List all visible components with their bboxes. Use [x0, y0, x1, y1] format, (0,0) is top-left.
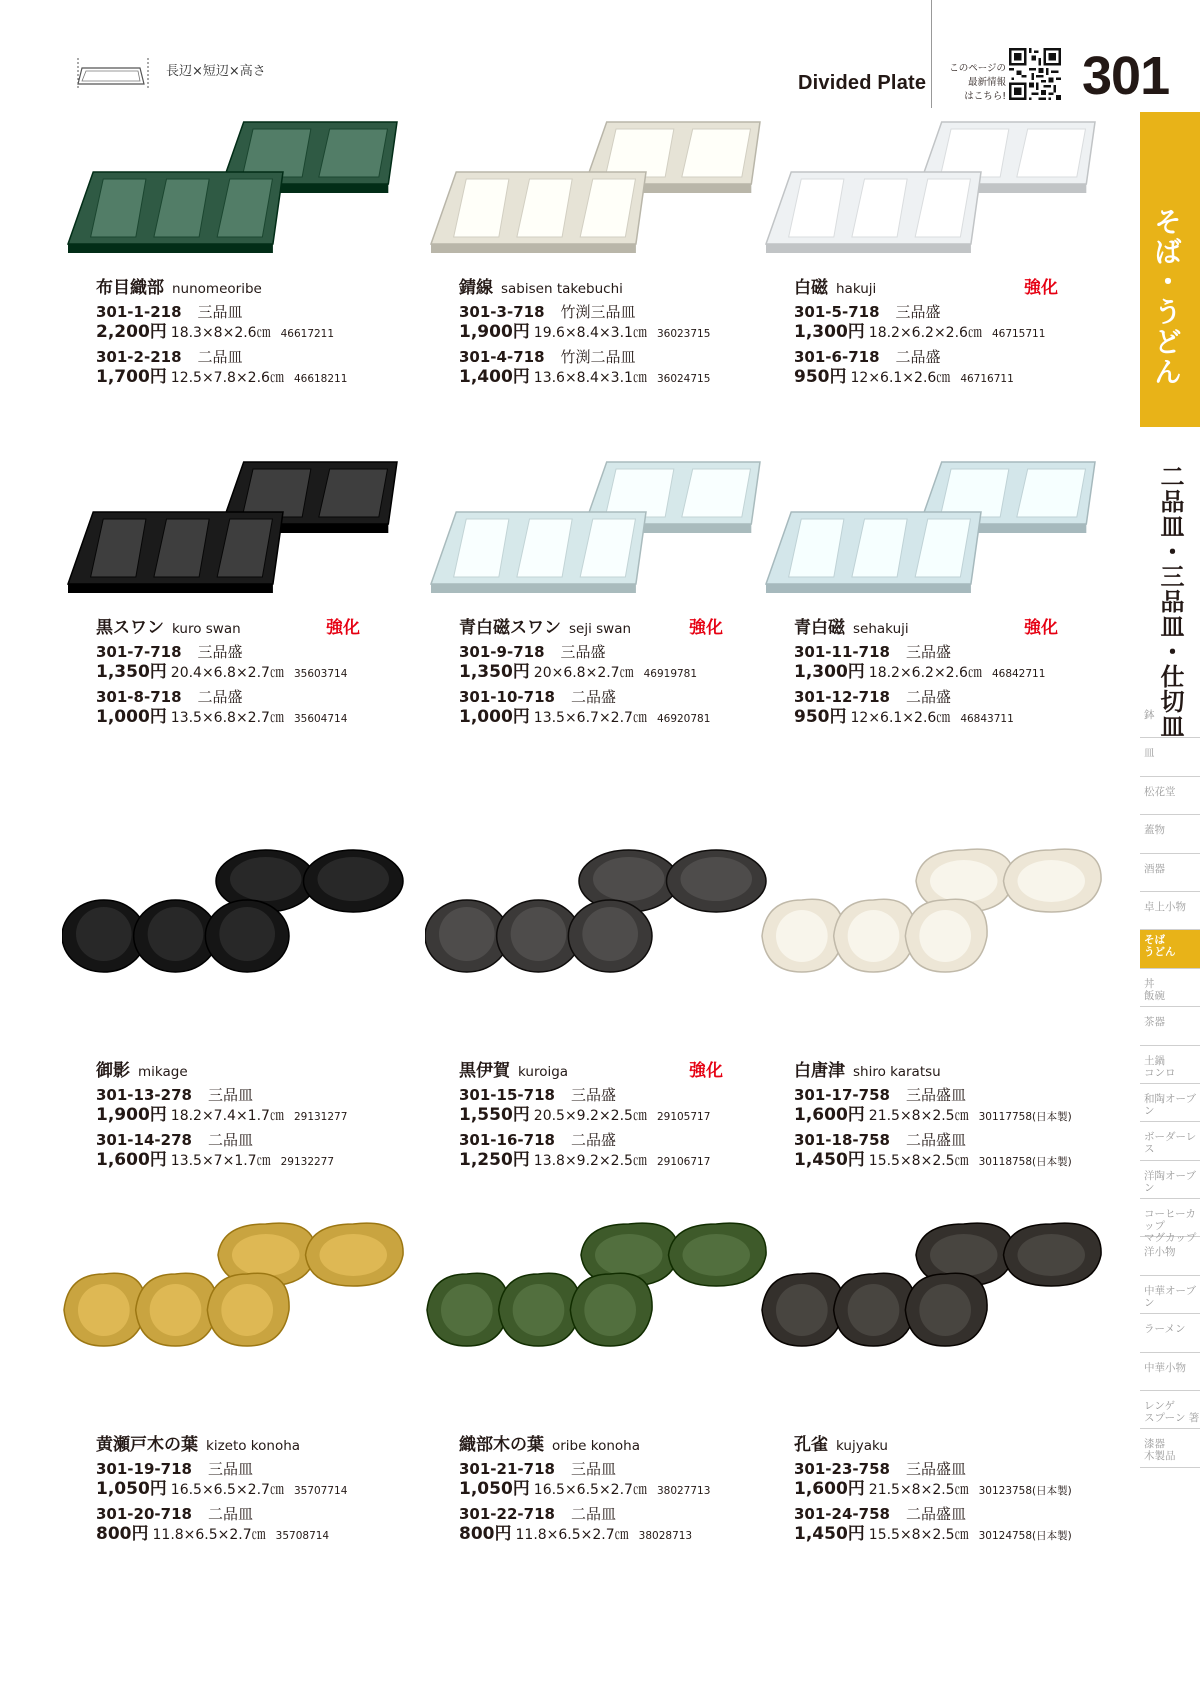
item-code: 301-11-718	[794, 643, 890, 661]
item-price: 1,900円	[459, 322, 530, 342]
item-price: 1,600円	[96, 1150, 167, 1170]
product-photo	[62, 836, 407, 1001]
item-type: 二品盛	[570, 688, 616, 706]
product-name: 黄瀬戸木の葉	[96, 1435, 198, 1455]
item-type: 二品皿	[207, 1131, 253, 1149]
product-info	[794, 613, 1114, 729]
item-type: 竹渕二品皿	[560, 348, 636, 366]
item-code: 301-9-718	[459, 643, 545, 661]
header-divider	[931, 0, 932, 108]
item-jan-code: 35604714	[293, 713, 348, 725]
item-size: 21.5×8×2.5㎝	[868, 1108, 969, 1124]
product-photo	[62, 1210, 407, 1375]
product-variant	[794, 1505, 1114, 1546]
side-index-item[interactable]: 中華オーブン	[1140, 1276, 1200, 1314]
item-size: 13.5×6.8×2.7㎝	[170, 710, 284, 726]
item-size: 16.5×6.5×2.7㎝	[533, 1482, 647, 1498]
product-variant	[96, 1460, 416, 1501]
product-name: 織部木の葉	[459, 1435, 544, 1455]
product-photo	[760, 836, 1105, 1001]
item-type: 三品皿	[197, 303, 243, 321]
item-price: 1,400円	[459, 367, 530, 387]
item-code: 301-3-718	[459, 303, 545, 321]
item-price: 1,350円	[459, 662, 530, 682]
item-code: 301-17-758	[794, 1086, 890, 1104]
product-block	[62, 108, 417, 438]
item-price: 1,450円	[794, 1524, 865, 1544]
product-block	[760, 448, 1115, 778]
item-code: 301-12-718	[794, 688, 890, 706]
item-size: 20.5×9.2×2.5㎝	[533, 1108, 647, 1124]
item-code: 301-16-718	[459, 1131, 555, 1149]
product-photo	[760, 448, 1105, 613]
side-index-item[interactable]: 丼 飯碗	[1140, 969, 1200, 1007]
item-jan-code: 30123758(日本製)	[978, 1485, 1072, 1497]
product-variant	[96, 348, 416, 389]
item-type: 三品盛	[905, 643, 951, 661]
item-price: 1,050円	[459, 1479, 530, 1499]
item-price: 800円	[96, 1524, 149, 1544]
item-code: 301-5-718	[794, 303, 880, 321]
item-type: 三品盛皿	[905, 1086, 966, 1104]
item-code: 301-21-718	[459, 1460, 555, 1478]
side-index-item[interactable]: 洋陶オーブン	[1140, 1161, 1200, 1199]
item-jan-code: 30118758(日本製)	[978, 1156, 1072, 1168]
item-type: 三品盛	[197, 643, 243, 661]
product-variant	[794, 303, 1114, 344]
category-tab-label: そば・うどん	[1150, 207, 1183, 387]
item-price: 1,300円	[794, 322, 865, 342]
item-size: 11.8×6.5×2.7㎝	[515, 1527, 629, 1543]
product-block	[425, 1210, 780, 1544]
item-price: 1,000円	[459, 707, 530, 727]
product-block	[760, 836, 1115, 1170]
product-variant	[794, 688, 1114, 729]
item-size: 13.5×7×1.7㎝	[170, 1153, 271, 1169]
product-name: 錆線	[459, 278, 493, 298]
product-name-en: kujyaku	[836, 1438, 888, 1454]
product-info	[459, 1056, 779, 1172]
product-variant	[459, 688, 779, 729]
side-index-item[interactable]: ラーメン	[1140, 1314, 1200, 1352]
product-name-en: seji swan	[569, 621, 632, 637]
product-name-en: sabisen takebuchi	[501, 281, 623, 297]
product-photo	[62, 448, 407, 613]
reinforced-badge: 強化	[326, 618, 360, 638]
product-name-en: nunomeoribe	[172, 281, 262, 297]
side-index-item[interactable]: 洋小物	[1140, 1237, 1200, 1275]
item-type: 三品皿	[207, 1086, 253, 1104]
item-code: 301-1-218	[96, 303, 182, 321]
item-price: 1,350円	[96, 662, 167, 682]
item-jan-code: 35603714	[293, 668, 348, 680]
item-code: 301-23-758	[794, 1460, 890, 1478]
item-code: 301-8-718	[96, 688, 182, 706]
item-code: 301-18-758	[794, 1131, 890, 1149]
reinforced-badge: 強化	[1024, 618, 1058, 638]
product-block	[425, 836, 780, 1170]
item-jan-code: 29132277	[280, 1156, 335, 1168]
page-title: Divided Plate	[798, 72, 927, 94]
side-index	[1140, 700, 1200, 1468]
side-index-item[interactable]: 中華小物	[1140, 1353, 1200, 1391]
product-name-row	[459, 613, 779, 639]
product-variant	[459, 348, 779, 389]
product-photo	[760, 108, 1105, 273]
product-photo	[62, 108, 407, 273]
reinforced-badge: 強化	[689, 618, 723, 638]
item-code: 301-14-278	[96, 1131, 192, 1149]
item-type: 三品盛皿	[905, 1460, 966, 1478]
product-name: 白磁	[794, 278, 828, 298]
product-name-en: kuroiga	[518, 1064, 569, 1080]
item-price: 950円	[794, 707, 847, 727]
item-jan-code: 38027713	[656, 1485, 711, 1497]
item-code: 301-7-718	[96, 643, 182, 661]
product-photo	[425, 1210, 770, 1375]
product-info	[459, 1430, 779, 1546]
item-price: 1,250円	[459, 1150, 530, 1170]
item-size: 18.2×6.2×2.6㎝	[868, 665, 982, 681]
product-variant	[96, 1131, 416, 1172]
item-code: 301-15-718	[459, 1086, 555, 1104]
item-jan-code: 46715711	[991, 328, 1046, 340]
item-type: 三品皿	[570, 1460, 616, 1478]
product-name-en: shiro karatsu	[853, 1064, 941, 1080]
side-index-item[interactable]: コーヒーカップ マグカップ	[1140, 1199, 1200, 1237]
reinforced-badge: 強化	[1024, 278, 1058, 298]
item-price: 1,550円	[459, 1105, 530, 1125]
item-size: 12.5×7.8×2.6㎝	[170, 370, 284, 386]
product-info	[96, 613, 416, 729]
product-name: 布目織部	[96, 278, 164, 298]
product-variant	[794, 1131, 1114, 1172]
product-name-en: sehakuji	[853, 621, 909, 637]
product-variant	[96, 688, 416, 729]
item-size: 13.5×6.7×2.7㎝	[533, 710, 647, 726]
product-name-row	[96, 273, 416, 299]
item-size: 12×6.1×2.6㎝	[850, 370, 951, 386]
product-block	[425, 108, 780, 438]
side-index-item[interactable]: 酒器	[1140, 854, 1200, 892]
item-type: 二品皿	[207, 1505, 253, 1523]
item-price: 1,450円	[794, 1150, 865, 1170]
side-index-item[interactable]: ボーダーレス	[1140, 1122, 1200, 1160]
product-variant	[794, 643, 1114, 684]
item-size: 16.5×6.5×2.7㎝	[170, 1482, 284, 1498]
product-name: 白唐津	[794, 1061, 845, 1081]
dimension-diagram-icon	[72, 54, 152, 94]
item-type: 二品皿	[197, 348, 243, 366]
product-name-row	[459, 1430, 779, 1456]
item-size: 15.5×8×2.5㎝	[868, 1153, 969, 1169]
product-name-row	[794, 1056, 1114, 1082]
item-price: 1,600円	[794, 1479, 865, 1499]
product-name-en: hakuji	[836, 281, 877, 297]
item-jan-code: 46716711	[960, 373, 1014, 385]
product-photo	[425, 448, 770, 613]
item-price: 1,000円	[96, 707, 167, 727]
item-code: 301-2-218	[96, 348, 182, 366]
product-name-row	[96, 1430, 416, 1456]
item-size: 19.6×8.4×3.1㎝	[533, 325, 647, 341]
product-block	[62, 836, 417, 1170]
item-size: 13.6×8.4×3.1㎝	[533, 370, 647, 386]
item-jan-code: 29105717	[656, 1111, 711, 1123]
page-number: 301	[1082, 46, 1170, 106]
product-variant	[459, 643, 779, 684]
product-name-row	[96, 1056, 416, 1082]
item-price: 1,300円	[794, 662, 865, 682]
item-code: 301-13-278	[96, 1086, 192, 1104]
item-price: 2,200円	[96, 322, 167, 342]
item-jan-code: 30124758(日本製)	[978, 1530, 1072, 1542]
product-name: 青白磁	[794, 618, 845, 638]
item-price: 1,600円	[794, 1105, 865, 1125]
item-size: 11.8×6.5×2.7㎝	[152, 1527, 266, 1543]
product-variant	[794, 348, 1114, 389]
side-index-item[interactable]: 蓋物	[1140, 815, 1200, 853]
side-index-item[interactable]: 漆器 木製品	[1140, 1429, 1200, 1467]
product-variant	[459, 303, 779, 344]
product-name-row	[794, 613, 1114, 639]
product-name: 御影	[96, 1061, 130, 1081]
product-variant	[459, 1131, 779, 1172]
product-variant	[96, 303, 416, 344]
product-block	[760, 108, 1115, 438]
item-price: 1,700円	[96, 367, 167, 387]
item-type: 三品盛	[570, 1086, 616, 1104]
product-name-row	[794, 1430, 1114, 1456]
product-variant	[794, 1460, 1114, 1501]
side-index-item[interactable]: 鉢	[1140, 700, 1200, 738]
item-jan-code: 46843711	[960, 713, 1014, 725]
item-type: 二品盛皿	[905, 1505, 966, 1523]
product-block	[425, 448, 780, 778]
product-info	[459, 273, 779, 389]
item-jan-code: 46618211	[293, 373, 348, 385]
sub-category-label: 二品皿・三品皿・仕切皿	[1156, 464, 1184, 739]
product-block	[760, 1210, 1115, 1544]
product-photo	[425, 108, 770, 273]
side-index-item[interactable]: 松花堂	[1140, 777, 1200, 815]
item-type: 二品盛皿	[905, 1131, 966, 1149]
product-name: 黒伊賀	[459, 1061, 510, 1081]
item-code: 301-6-718	[794, 348, 880, 366]
item-size: 18.2×7.4×1.7㎝	[170, 1108, 284, 1124]
product-name-row	[459, 1056, 779, 1082]
product-name: 黒スワン	[96, 618, 164, 638]
product-name-row	[459, 273, 779, 299]
product-info	[459, 613, 779, 729]
product-name-row	[96, 613, 416, 639]
product-variant	[96, 1505, 416, 1546]
item-jan-code: 35708714	[275, 1530, 330, 1542]
product-info	[96, 273, 416, 389]
item-type: 三品皿	[207, 1460, 253, 1478]
side-index-item[interactable]: 卓上小物	[1140, 892, 1200, 930]
category-tab[interactable]	[1140, 112, 1200, 427]
product-variant	[96, 643, 416, 684]
item-jan-code: 29131277	[293, 1111, 348, 1123]
side-index-item[interactable]: 皿	[1140, 738, 1200, 776]
product-name-row	[794, 273, 1114, 299]
qr-note: このページの 最新情報 はこちら!	[949, 63, 1006, 102]
side-index-item[interactable]: レンゲ スプーン 箸	[1140, 1391, 1200, 1429]
item-type: 二品盛	[905, 688, 951, 706]
side-index-item[interactable]: そば うどん	[1140, 930, 1200, 968]
item-code: 301-22-718	[459, 1505, 555, 1523]
item-code: 301-10-718	[459, 688, 555, 706]
item-size: 15.5×8×2.5㎝	[868, 1527, 969, 1543]
reinforced-badge: 強化	[689, 1061, 723, 1081]
product-photo	[425, 836, 770, 1001]
item-type: 二品盛	[570, 1131, 616, 1149]
product-info	[794, 1430, 1114, 1546]
side-index-item[interactable]: 和陶オーブン	[1140, 1084, 1200, 1122]
product-name: 青白磁スワン	[459, 618, 561, 638]
item-price: 950円	[794, 367, 847, 387]
item-size: 12×6.1×2.6㎝	[850, 710, 951, 726]
product-photo	[760, 1210, 1105, 1375]
item-code: 301-20-718	[96, 1505, 192, 1523]
item-jan-code: 38028713	[638, 1530, 693, 1542]
product-variant	[794, 1086, 1114, 1127]
item-jan-code: 29106717	[656, 1156, 711, 1168]
side-index-item[interactable]: 茶器	[1140, 1007, 1200, 1045]
product-info	[794, 273, 1114, 389]
item-type: 竹渕三品皿	[560, 303, 636, 321]
product-variant	[459, 1505, 779, 1546]
product-info	[96, 1056, 416, 1172]
product-block	[62, 1210, 417, 1544]
item-size: 13.8×9.2×2.5㎝	[533, 1153, 647, 1169]
product-variant	[96, 1086, 416, 1127]
item-jan-code: 46919781	[643, 668, 698, 680]
product-info	[794, 1056, 1114, 1172]
item-jan-code: 46617211	[280, 328, 335, 340]
item-size: 18.3×8×2.6㎝	[170, 325, 271, 341]
product-variant	[459, 1086, 779, 1127]
side-index-item[interactable]: 土鍋 コンロ	[1140, 1046, 1200, 1084]
product-block	[62, 448, 417, 778]
product-name: 孔雀	[794, 1435, 828, 1455]
product-info	[96, 1430, 416, 1546]
product-variant	[459, 1460, 779, 1501]
item-type: 二品盛	[895, 348, 941, 366]
item-jan-code: 30117758(日本製)	[978, 1111, 1072, 1123]
product-name-en: kizeto konoha	[206, 1438, 301, 1454]
product-name-en: kuro swan	[172, 621, 241, 637]
dimension-legend: 長辺×短辺×高さ	[166, 64, 266, 79]
item-code: 301-19-718	[96, 1460, 192, 1478]
item-price: 800円	[459, 1524, 512, 1544]
item-jan-code: 46920781	[656, 713, 711, 725]
item-jan-code: 36023715	[656, 328, 711, 340]
item-size: 20×6.8×2.7㎝	[533, 665, 634, 681]
item-size: 18.2×6.2×2.6㎝	[868, 325, 982, 341]
item-price: 1,900円	[96, 1105, 167, 1125]
item-type: 三品盛	[895, 303, 941, 321]
item-type: 二品皿	[570, 1505, 616, 1523]
item-size: 21.5×8×2.5㎝	[868, 1482, 969, 1498]
item-jan-code: 46842711	[991, 668, 1046, 680]
product-name-en: oribe konoha	[552, 1438, 640, 1454]
item-size: 20.4×6.8×2.7㎝	[170, 665, 284, 681]
item-code: 301-24-758	[794, 1505, 890, 1523]
item-jan-code: 35707714	[293, 1485, 348, 1497]
item-type: 二品盛	[197, 688, 243, 706]
item-jan-code: 36024715	[656, 373, 711, 385]
item-code: 301-4-718	[459, 348, 545, 366]
product-name-en: mikage	[138, 1064, 188, 1080]
qr-code-icon[interactable]	[1009, 48, 1061, 100]
item-type: 三品盛	[560, 643, 606, 661]
item-price: 1,050円	[96, 1479, 167, 1499]
